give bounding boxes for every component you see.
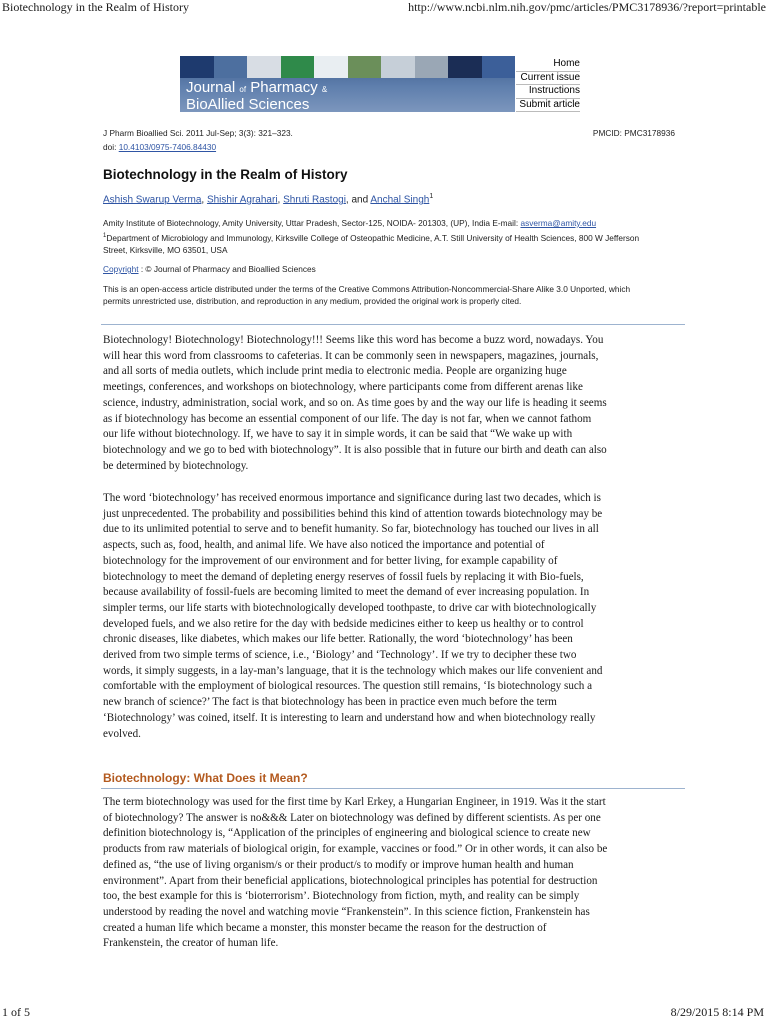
text-line: of biotechnology? The answer is no&&& Later on biotechnology was defined by different scientists. As per one (103, 811, 601, 824)
text-line: ‘Biotechnology’ was coined, itself. It is interesting to learn and understand how and when biotechnology really (103, 711, 596, 724)
doi-line (103, 142, 675, 152)
author-link[interactable]: Shishir Agrahari (206, 194, 278, 206)
journal-banner (180, 56, 580, 112)
license-line: This is an open-access article distributed under the terms of the Creative Commons Attribution-Noncommercial-Share Alike 3.0 Unported, which (103, 284, 631, 294)
affiliation-marker: 1 (429, 193, 434, 200)
text-line: biotechnology to meet the demand of depleting energy reserves of fossil fuels by replacing it with Bio-fuels, (103, 570, 584, 583)
text-line: our life without biotechnology. If, we have to say it in simple words, it can be said that “We wake up with (103, 428, 573, 441)
print-footer (0, 1006, 768, 1024)
text-line: Frankenstein, the creator of human life. (103, 937, 279, 950)
logo-word-pharmacy: Pharmacy (250, 79, 318, 96)
text-line: defined as, “the use of living organism/s or their product/s to modify or improve human health and human (103, 858, 574, 871)
journal-logo-text (186, 80, 327, 112)
text-line: science, industry, administration, social work, and so on. As time goes by and the way our life is heading it seems (103, 396, 607, 409)
affiliations (103, 217, 675, 256)
text-line: chronic diseases, like diabetes, which makes our life better. Rationally, the word ‘biotechnology’ has been (103, 633, 573, 646)
text-line: too, the best example for this is ‘bioterrorism’. Biotechnology from fiction, myth, and reality can be simply (103, 890, 580, 903)
text-line: definition biotechnology is, “Application of the principles of engineering and biological science to create new (103, 827, 591, 840)
text-line: be determined by biotechnology. (103, 459, 249, 472)
text-line: environment”. Apart from their beneficial applications, biotechnological principles has potential for destruction (103, 874, 598, 887)
text-line: understood by reading the novel and watching movie “Frankenstein”. In this science fiction, Frankenstein has (103, 905, 590, 918)
print-header-title: Biotechnology in the Realm of History (2, 0, 189, 14)
divider (101, 324, 685, 325)
text-line: The term biotechnology was used for the first time by Karl Erkey, a Hungarian Engineer, in 1919. Was it the start (103, 796, 606, 808)
affiliation-2-cont: Street, Kirksville, MO 63501, USA (103, 244, 228, 255)
text-line: Biotechnology! Biotechnology! Biotechnology!!! Seems like this word has become a buzz word, nowadays. You (103, 334, 604, 346)
journal-nav (516, 58, 580, 112)
divider (101, 788, 685, 789)
copyright-text: : © Journal of Pharmacy and Bioallied Sciences (138, 264, 316, 274)
text-line: derived from two simple terms of science, i.e., ‘Biology’ and ‘Technology’. If we try to decipher these two (103, 649, 577, 662)
author-separator: , and (345, 194, 371, 206)
text-line: products from raw materials of biological origin, for example, vaccines or food.” Or in other words, it can also be (103, 843, 608, 856)
author-separator: , (277, 194, 284, 206)
doi-label: doi: (103, 142, 117, 152)
logo-word-of: of (239, 85, 247, 94)
doi-link[interactable]: 10.4103/0975-7406.84430 (118, 142, 217, 152)
journal-logo[interactable] (180, 56, 515, 112)
text-line: developed fuels, and we also retire for the day with bedside medicines either to keep us healthy or to control (103, 617, 584, 630)
text-line: because availability of fossil-fuels are becoming limited to meet the demand of ever increasing population. In (103, 586, 590, 599)
author-separator: , (201, 194, 207, 206)
author-link[interactable]: Ashish Swarup Verma (103, 194, 202, 206)
text-line: will hear this word from classrooms to cafeterias. It can be commonly seen in newspapers, magazines, journals, (103, 349, 599, 362)
citation-line (103, 128, 675, 138)
paragraph-2 (103, 491, 683, 742)
affiliation-marker: 1 (103, 232, 107, 239)
print-datetime: 8/29/2015 8:14 PM (670, 1005, 764, 1019)
text-line: created a human life which became a monster, this monster became the reason for the destruction of (103, 921, 547, 934)
logo-word-ampersand: & (321, 85, 328, 94)
pmcid: PMCID: PMC3178936 (592, 128, 675, 138)
print-header (0, 0, 768, 16)
text-line: comfortable with the employment of biological resources. The question still remains, ‘Is biotechnology such a (103, 680, 593, 693)
text-line: words, it simply suggests, in a lay-man’s language, that it is the technology which makes our life convenient and (103, 664, 603, 677)
nav-instructions-link[interactable]: Instructions (516, 85, 580, 99)
license-line: permits unrestricted use, distribution, and reproduction in any medium, provided the original work is properly cited. (103, 296, 522, 306)
text-line: biotechnology for the improvement of our environment and for better living, for example capability of (103, 554, 558, 567)
text-line: meetings, conferences, and workshops on biotechnology, where participants come from different arenas like (103, 381, 583, 394)
text-line: as if biotechnology has become an essential component of our life. The day is not far, when we cannot fathom (103, 412, 592, 425)
nav-submit-article-link[interactable]: Submit article (516, 99, 580, 113)
text-line: The word ‘biotechnology’ has received enormous importance and significance during last two decades, which is (103, 492, 601, 504)
banner-image-strip (180, 56, 515, 78)
text-line: just unprecedented. The probability and possibilities behind this kind of attention towards biotechnology may be (103, 507, 603, 520)
nav-home-link[interactable]: Home (516, 58, 580, 72)
copyright-line (103, 264, 675, 274)
author-link[interactable]: Anchal Singh (370, 194, 430, 206)
author-link[interactable]: Shruti Rastogi (283, 194, 346, 206)
copyright-link[interactable]: Copyright (103, 264, 139, 274)
logo-line-bioallied: BioAllied Sciences (186, 96, 310, 112)
affiliation-1: Amity Institute of Biotechnology, Amity University, Uttar Pradesh, Sector-125, NOIDA- 201303, (UP), India E-mail: (103, 218, 521, 228)
citation-text: J Pharm Bioallied Sci. 2011 Jul-Sep; 3(3): 321–323. (103, 128, 293, 138)
paragraph-1 (103, 333, 683, 474)
author-list (103, 193, 433, 205)
text-line: new branch of science?’ The fact is that biotechnology has been in practice even much before the term (103, 696, 557, 709)
text-line: due to its unlimited potential to serve and to benefit humanity. So far, biotechnology has touched our lives in all (103, 523, 599, 536)
license-notice (103, 283, 675, 307)
text-line: and all sorts of media outlets, which include print media to electronic media. People are organizing huge (103, 365, 567, 378)
article-title: Biotechnology in the Realm of History (103, 167, 348, 182)
email-link[interactable]: asverma@amity.edu (520, 218, 597, 228)
text-line: evolved. (103, 727, 141, 740)
print-header-url: http://www.ncbi.nlm.nih.gov/pmc/articles/PMC3178936/?report=printable (408, 0, 766, 14)
section-heading: Biotechnology: What Does it Mean? (103, 771, 308, 785)
affiliation-2: Department of Microbiology and Immunology, Kirksville College of Osteopathic Medicine, A.T. Still University of Health Sciences, 800 W Jefferson (106, 232, 640, 243)
text-line: simpler terms, our life starts with biotechnologically developed toothpaste, to drive car with biotechnologically (103, 601, 597, 614)
paragraph-3 (103, 795, 683, 952)
text-line: aspects, such as, food, health, and animal life. We have also noticed the importance and potential of (103, 539, 545, 552)
text-line: biotechnology and we go to bed with biotechnology”. It is also possible that in future our birth and death can also (103, 443, 607, 456)
nav-current-issue-link[interactable]: Current issue (516, 72, 580, 86)
page-number: 1 of 5 (2, 1005, 30, 1019)
logo-word-journal: Journal (186, 79, 236, 96)
